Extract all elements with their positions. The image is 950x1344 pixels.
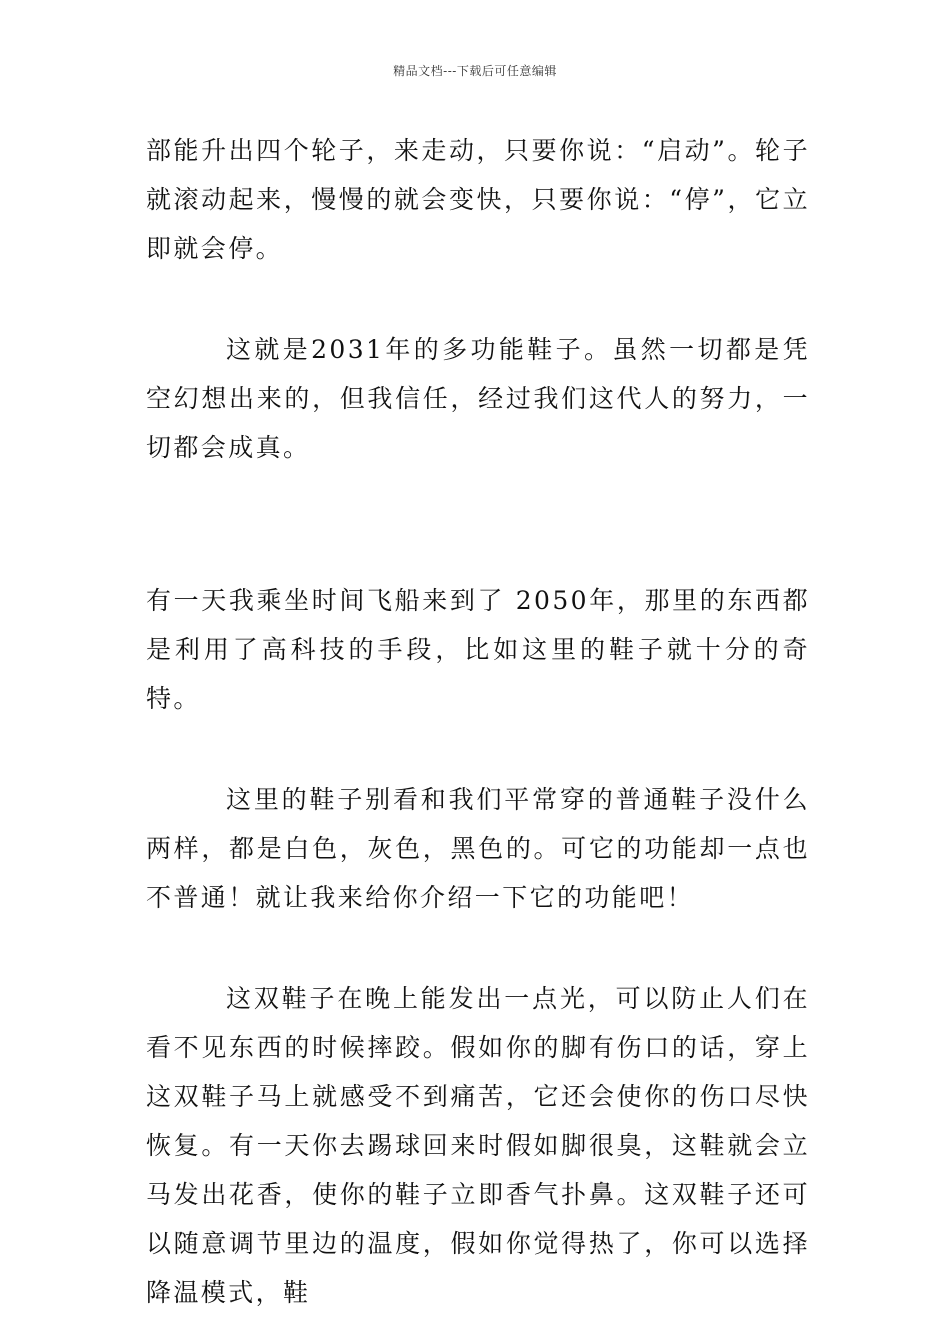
paragraph-1: 部能升出四个轮子，来走动，只要你说：“启动”。轮子就滚动起来，慢慢的就会变快，只要你说：“停”，它立即就会停。 (146, 136, 810, 263)
page-header: 精品文档---下载后可任意编辑 (393, 64, 557, 78)
paragraph-3: 有一天我乘坐时间飞船来到了 2050年，那里的东西都是利用了高科技的手段，比如这里的鞋子就十分的奇特。 (146, 586, 810, 713)
paragraph-2: 这就是2031年的多功能鞋子。虽然一切都是凭空幻想出来的，但我信任，经过我们这代人的努力，一切都会成真。 (146, 335, 810, 462)
document-body (146, 126, 810, 1317)
paragraph-gap (146, 723, 810, 775)
section-gap (146, 472, 810, 576)
paragraph-4: 这里的鞋子别看和我们平常穿的普通鞋子没什么两样，都是白色，灰色，黑色的。可它的功能却一点也不普通！就让我来给你介绍一下它的功能吧！ (146, 785, 810, 912)
paragraph-gap (146, 922, 810, 974)
paragraph-5: 这双鞋子在晚上能发出一点光，可以防止人们在看不见东西的时候摔跤。假如你的脚有伤口的话，穿上这双鞋子马上就感受不到痛苦，它还会使你的伤口尽快恢复。有一天你去踢球回来时假如脚很臭，这鞋就会立马发出花香，使你的鞋子立即香气扑鼻。这双鞋子还可以随意调节里边的温度，假如你觉得热了，你可以选择降温模式，鞋 (146, 984, 810, 1307)
paragraph-gap (146, 273, 810, 325)
